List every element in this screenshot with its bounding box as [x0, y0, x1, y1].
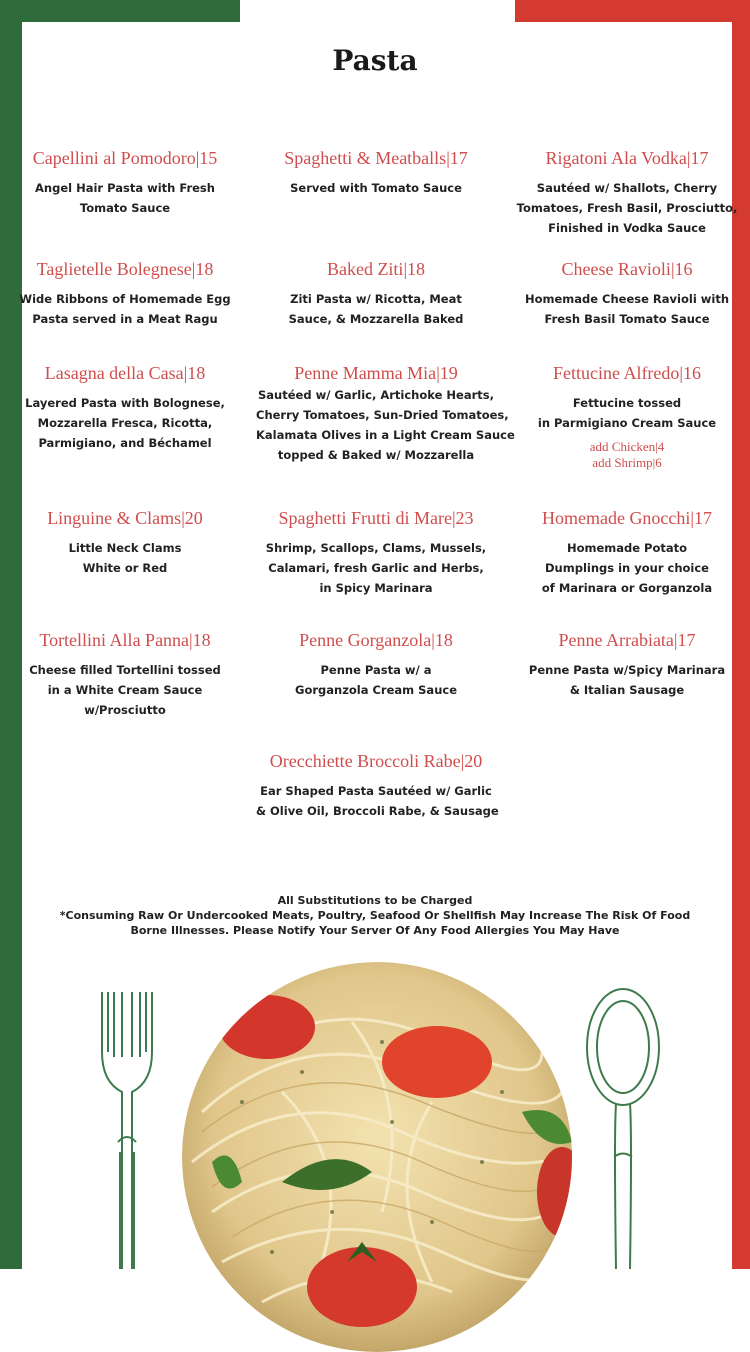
description-line: & Italian Sausage [569, 683, 685, 697]
item-name [256, 259, 496, 279]
description-line: Homemade Potato [566, 541, 688, 555]
item-description [507, 538, 747, 598]
item-description [5, 660, 245, 720]
item-price: 17 [449, 148, 468, 168]
item-name [5, 259, 245, 279]
item-title: Homemade Gnocchi [541, 508, 691, 528]
item-price: 20 [464, 751, 483, 771]
menu-item [507, 363, 747, 471]
description-line: Little Neck Clams [68, 541, 182, 555]
price-separator: | [436, 363, 440, 383]
item-price: 17 [694, 508, 713, 528]
item-name [5, 148, 245, 168]
item-description [256, 781, 499, 821]
item-price: 20 [184, 508, 203, 528]
item-price: 16 [683, 363, 702, 383]
description-line: Kalamata Olives in a Light Cream Sauce [256, 428, 515, 442]
description-line: Gorganzola Cream Sauce [295, 683, 457, 697]
item-name [507, 148, 747, 168]
addon-line: add Shrimp|6 [592, 455, 662, 470]
item-title: Orecchiette Broccoli Rabe [269, 751, 461, 771]
price-separator: | [191, 259, 196, 279]
item-description [256, 660, 496, 700]
menu-item [256, 508, 496, 598]
item-title: Linguine & Clams [47, 508, 182, 528]
description-line: Wide Ribbons of Homemade Egg [19, 292, 231, 306]
description-line: Cherry Tomatoes, Sun-Dried Tomatoes, [256, 408, 509, 422]
description-line: Calamari, fresh Garlic and Herbs, [268, 561, 484, 575]
item-name [256, 148, 496, 168]
menu-item [256, 148, 496, 198]
price-separator: | [446, 148, 450, 168]
item-price: 18 [195, 259, 214, 279]
price-separator: | [189, 630, 193, 650]
price-separator: | [673, 630, 678, 650]
description-line: Penne Pasta w/ a [320, 663, 432, 677]
fork-icon [92, 982, 162, 1269]
footer-line: *Consuming Raw Or Undercooked Meats, Poultry, Seafood Or Shellfish May Increase The Risk Of Food [59, 909, 691, 922]
item-description [256, 385, 515, 465]
description-line: Served with Tomato Sauce [290, 181, 462, 195]
item-title: Spaghetti Frutti di Mare [278, 508, 452, 528]
item-name [507, 363, 747, 383]
item-price: 19 [439, 363, 458, 383]
menu-footer [40, 893, 710, 938]
item-price: 17 [690, 148, 709, 168]
item-description [507, 393, 747, 433]
item-name [507, 508, 747, 528]
page-title: Pasta [332, 44, 418, 77]
item-description [507, 178, 747, 238]
price-separator: | [183, 363, 188, 383]
item-title: Spaghetti & Meatballs [284, 148, 447, 168]
item-title: Tortellini Alla Panna [39, 630, 190, 650]
description-line: w/Prosciutto [84, 703, 166, 717]
description-line: Tomatoes, Fresh Basil, Prosciutto, [516, 201, 738, 215]
price-separator: | [690, 508, 695, 528]
item-title: Taglietelle Bolegnese [36, 259, 192, 279]
item-price: 16 [674, 259, 693, 279]
item-price: 18 [187, 363, 206, 383]
item-name [256, 508, 496, 528]
price-separator: | [431, 630, 435, 650]
description-line: of Marinara or Gorganzola [541, 581, 713, 595]
item-title: Penne Mamma Mia [294, 363, 437, 383]
item-name [5, 630, 245, 650]
footer-line: All Substitutions to be Charged [277, 894, 473, 907]
item-title: Cheese Ravioli [561, 259, 671, 279]
item-title: Baked Ziti [326, 259, 404, 279]
item-name [507, 630, 747, 650]
description-line: Sauce, & Mozzarella Baked [288, 312, 464, 326]
description-line: Parmigiano, and Béchamel [38, 436, 212, 450]
menu-item [5, 259, 245, 329]
item-description [256, 538, 496, 598]
description-line: & Olive Oil, Broccoli Rabe, & Sausage [256, 804, 499, 818]
description-line: Homemade Cheese Ravioli with [524, 292, 730, 306]
item-description [256, 178, 496, 198]
description-line: Ziti Pasta w/ Ricotta, Meat [290, 292, 462, 306]
pasta-plate-image [182, 962, 572, 1352]
menu-item [256, 363, 515, 465]
description-line: topped & Baked w/ Mozzarella [277, 448, 475, 462]
item-description [5, 538, 245, 578]
description-line: Dumplings in your choice [545, 561, 709, 575]
description-line: Sautéed w/ Shallots, Cherry [536, 181, 718, 195]
description-line: Mozzarella Fresca, Ricotta, [37, 416, 213, 430]
item-name [5, 508, 245, 528]
spoon-icon [578, 982, 668, 1269]
menu-item [256, 751, 499, 821]
menu-item [256, 630, 496, 700]
price-separator: | [679, 363, 684, 383]
item-description [507, 660, 747, 700]
price-separator: | [451, 508, 456, 528]
price-separator: | [403, 259, 408, 279]
menu-item [256, 259, 496, 329]
item-name [507, 259, 747, 279]
description-line: Cheese filled Tortellini tossed [29, 663, 221, 677]
price-separator: | [460, 751, 465, 771]
menu-item [5, 508, 245, 578]
item-price: 18 [434, 630, 453, 650]
item-price: 15 [199, 148, 218, 168]
item-title: Lasagna della Casa [44, 363, 184, 383]
item-description [507, 289, 747, 329]
description-line: Fettucine tossed [572, 396, 682, 410]
item-addons [507, 439, 747, 471]
item-name [5, 363, 245, 383]
menu-item [5, 630, 245, 720]
description-line: Angel Hair Pasta with Fresh [35, 181, 215, 195]
price-separator: | [670, 259, 675, 279]
description-line: Ear Shaped Pasta Sautéed w/ Garlic [260, 784, 492, 798]
item-description [5, 289, 245, 329]
item-title: Fettucine Alfredo [552, 363, 680, 383]
item-name [256, 363, 496, 383]
item-title: Rigatoni Ala Vodka [545, 148, 687, 168]
item-title: Capellini al Pomodoro [32, 148, 196, 168]
menu-item [5, 148, 245, 218]
price-separator: | [686, 148, 691, 168]
item-name [256, 630, 496, 650]
price-separator: | [181, 508, 185, 528]
item-price: 23 [455, 508, 474, 528]
addon-line: add Chicken|4 [589, 439, 665, 454]
description-line: Sautéed w/ Garlic, Artichoke Hearts, [258, 388, 494, 402]
description-line: Fresh Basil Tomato Sauce [544, 312, 710, 326]
item-title: Penne Gorganzola [299, 630, 432, 650]
item-price: 18 [407, 259, 426, 279]
item-name [256, 751, 496, 771]
item-description [5, 178, 245, 218]
description-line: Pasta served in a Meat Ragu [32, 312, 218, 326]
description-line: in a White Cream Sauce [47, 683, 203, 697]
menu-item [507, 630, 747, 700]
menu-item [507, 508, 747, 598]
description-line: Penne Pasta w/Spicy Marinara [528, 663, 726, 677]
description-line: Shrimp, Scallops, Clams, Mussels, [265, 541, 487, 555]
description-line: in Parmigiano Cream Sauce [537, 416, 717, 430]
description-line: Tomato Sauce [79, 201, 171, 215]
menu-item [507, 259, 747, 329]
description-line: in Spicy Marinara [319, 581, 433, 595]
item-price: 17 [677, 630, 696, 650]
item-description [5, 393, 245, 453]
footer-line: Borne Illnesses. Please Notify Your Server Of Any Food Allergies You May Have [130, 924, 620, 937]
price-separator: | [195, 148, 200, 168]
description-line: Layered Pasta with Bolognese, [25, 396, 225, 410]
item-description [256, 289, 496, 329]
item-price: 18 [192, 630, 211, 650]
menu-item [5, 363, 245, 453]
menu-item [507, 148, 747, 238]
item-title: Penne Arrabiata [558, 630, 674, 650]
description-line: White or Red [82, 561, 168, 575]
description-line: Finished in Vodka Sauce [548, 221, 706, 235]
